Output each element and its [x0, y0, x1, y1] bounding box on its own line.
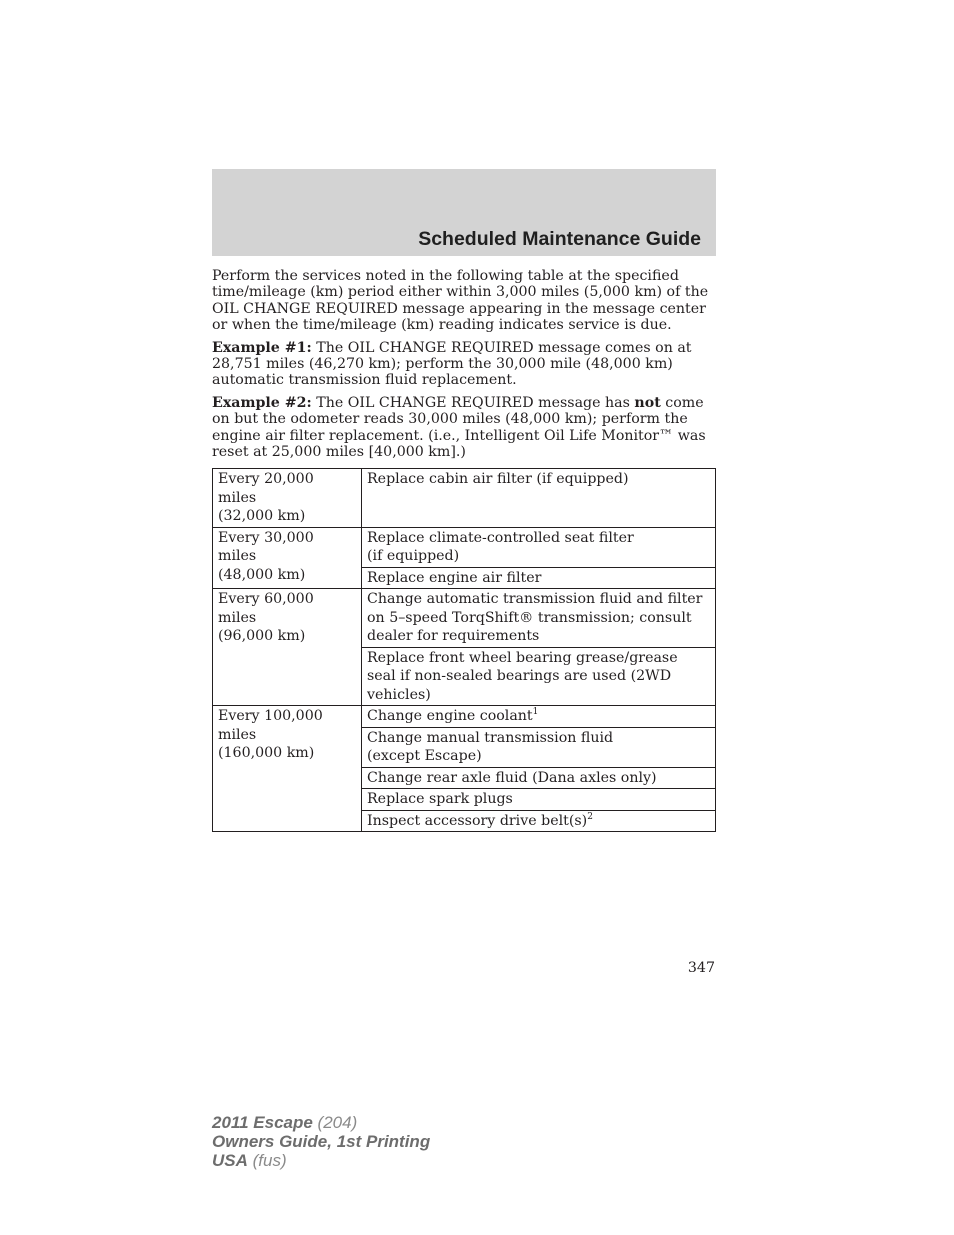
service-cell — [362, 567, 716, 589]
footer-model-code: (204) — [312, 1113, 358, 1132]
interval-km: (48,000 km) — [218, 566, 306, 583]
footer-model: 2011 Escape — [212, 1113, 313, 1132]
service-text: Replace climate-controlled seat filter — [367, 529, 634, 546]
example-1-paragraph — [212, 340, 717, 389]
table-row — [213, 589, 716, 648]
interval-cell — [213, 589, 362, 706]
intro-paragraph: Perform the services noted in the following table at the specified time/mileage (km) period either within 3,000 miles (5,000 km) of the OIL CHANGE REQUIRED message appearing in the message center or when the time/mileage (km) reading indicates service is due. — [212, 268, 709, 334]
example-2-label: Example #2: — [212, 394, 312, 411]
footnote-marker: 2 — [587, 811, 593, 822]
example-1-label: Example #1: — [212, 339, 312, 356]
footer-line-2: Owners Guide, 1st Printing — [212, 1132, 431, 1151]
service-cell — [362, 767, 716, 789]
service-text: Replace front wheel bearing grease/grease seal if non-sealed bearings are used (2WD vehicles) — [367, 649, 678, 703]
service-cell — [362, 810, 716, 832]
page-number: 347 — [687, 960, 715, 976]
service-cell — [362, 469, 716, 528]
example-1-text: The OIL CHANGE REQUIRED message comes on at 28,751 miles (46,270 km); perform the 30,000 mile (48,000 km) automatic transmission fluid replacement. — [212, 339, 692, 389]
footer-line-1 — [212, 1113, 430, 1132]
service-text: Replace engine air filter — [367, 569, 542, 586]
service-text: Replace spark plugs — [367, 791, 513, 807]
document-footer — [212, 1113, 430, 1170]
example-2-emphasis: not — [634, 394, 661, 411]
maintenance-table — [212, 468, 716, 832]
section-title: Scheduled Maintenance Guide — [418, 228, 701, 250]
service-cell — [362, 589, 716, 648]
service-text: Change manual transmission fluid — [367, 729, 614, 746]
section-header-band — [212, 169, 716, 256]
service-cell — [362, 789, 716, 811]
service-cell — [362, 706, 716, 728]
service-text: Change automatic transmission fluid and filter on 5–speed TorqShift® transmission; consult dealer for requirements — [367, 591, 703, 644]
interval-cell — [213, 527, 362, 589]
service-cell — [362, 527, 716, 567]
body-text — [212, 268, 717, 466]
table-row — [213, 469, 716, 528]
footer-market: USA — [212, 1151, 248, 1170]
interval-miles: Every 100,000 miles — [218, 708, 323, 743]
service-cell — [362, 727, 716, 767]
service-text: Replace cabin air filter (if equipped) — [367, 471, 629, 487]
service-text: (except Escape) — [367, 748, 482, 764]
service-cell — [362, 647, 716, 706]
example-2-text-before: The OIL CHANGE REQUIRED message has — [311, 394, 635, 411]
service-text: Inspect accessory drive belt(s) — [367, 812, 588, 829]
interval-km: (160,000 km) — [218, 745, 315, 761]
interval-km: (32,000 km) — [218, 508, 306, 524]
footnote-marker: 1 — [532, 707, 539, 717]
interval-cell — [213, 469, 362, 528]
example-2-paragraph — [212, 395, 717, 461]
service-text: Change rear axle fluid (Dana axles only) — [367, 769, 657, 786]
example-2-text-after: come on but the odometer reads 30,000 miles (48,000 km); perform the engine air filter replacement. (i.e., Intelligent Oil Life Monitor™ was reset at 25,000 miles [40,000 km].) — [212, 394, 706, 461]
footer-market-code: (fus) — [247, 1151, 287, 1170]
interval-miles: Every 60,000 miles — [218, 591, 314, 626]
footer-line-3 — [212, 1151, 430, 1170]
interval-miles: Every 20,000 miles — [218, 471, 314, 506]
table-row — [213, 527, 716, 567]
interval-cell — [213, 706, 362, 832]
table-row — [213, 706, 716, 728]
service-text: Change engine coolant — [367, 708, 533, 724]
service-text: (if equipped) — [367, 548, 460, 564]
interval-km: (96,000 km) — [218, 628, 306, 644]
interval-miles: Every 30,000 miles — [218, 529, 314, 564]
